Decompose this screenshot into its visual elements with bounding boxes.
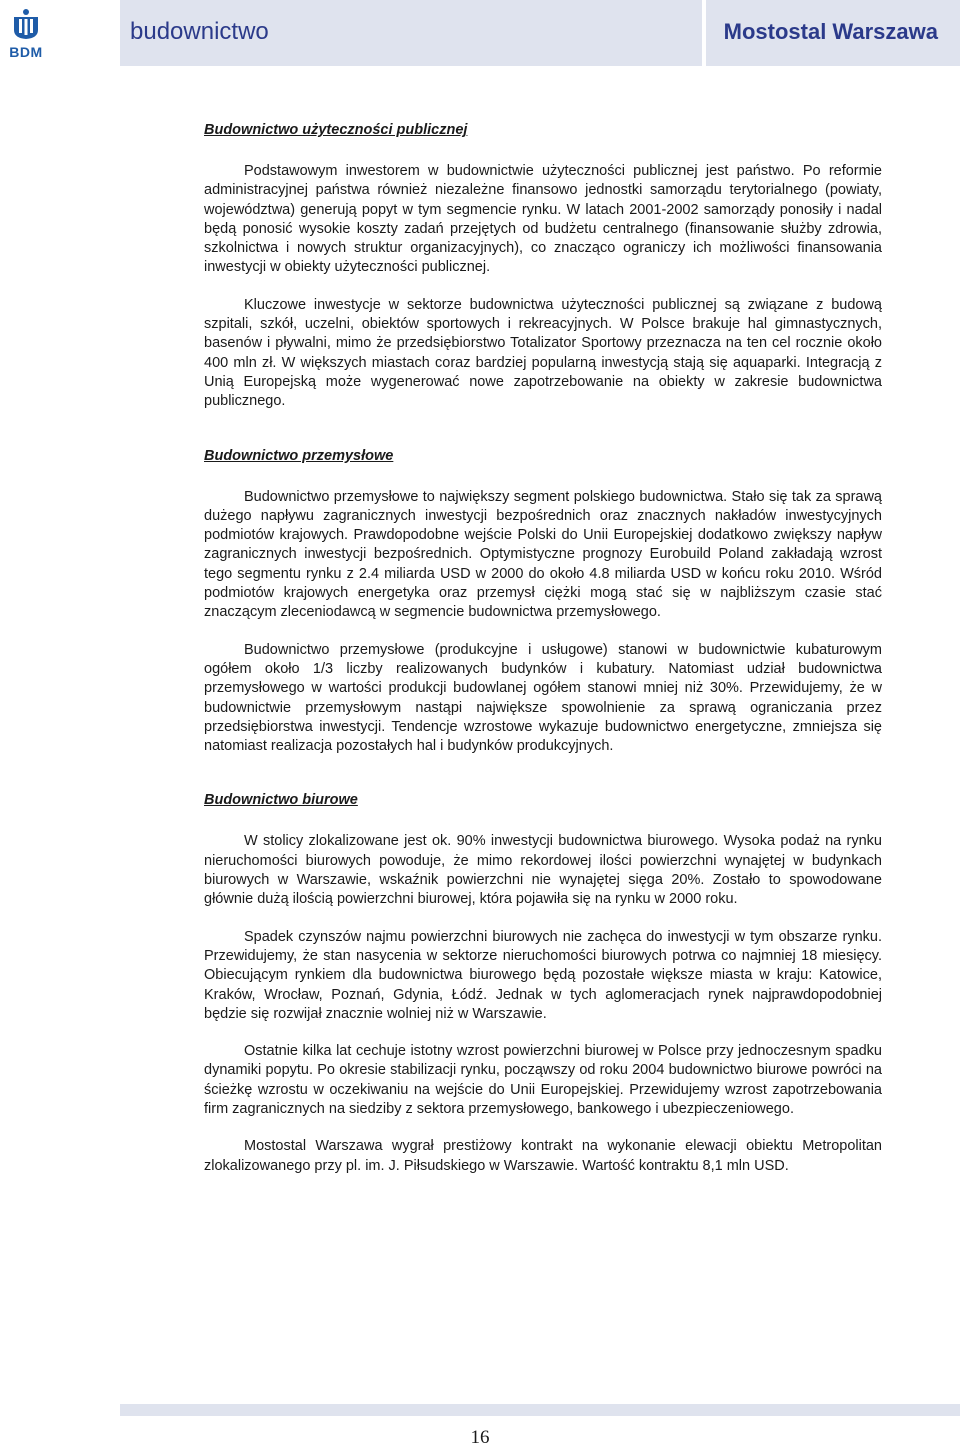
paragraph: W stolicy zlokalizowane jest ok. 90% inwestycji budownictwa biurowego. Wysoka podaż na rynku nieruchomości biurowych powoduje, że mimo rekordowej ilości powierzchni wynajętej w budynkach biurowych w Warszawie, wskaźnik powierzchni nie wynajętej sięga 20%. Zostało to spowodowane głównie dużą ilością powierzchni biurowej, która pojawiła się na rynku w 2000 roku. (204, 833, 882, 908)
paragraph: Budownictwo przemysłowe to największy segment polskiego budownictwa. Stało się tak za sprawą dużego napływu zagranicznych inwestycji bezpośrednich oraz znacznych nakładów inwestycyjnych podmiotów krajowych. Prawdopodobne wejście Polski do Unii Europejskiej dodatkowo zwiększy napływ zagranicznych inwestycji bezpośrednich. Optymistyczne prognozy Eurobuild Poland zakładają wzrost tego segmentu rynku z 2.4 miliarda USD w 2000 do około 4.8 miliarda USD w końcu roku 2010. Wśród podmiotów krajowych energetyka oraz przemysł ciężki mogą stać się w najbliższym czasie stać znaczącym zleceniodawcą w segmencie budownictwa przemysłowego. (204, 488, 882, 621)
logo-text: BDM (9, 44, 43, 60)
paragraph: Podstawowym inwestorem w budownictwie użyteczności publicznej jest państwo. Po reformie administracyjnej państwa również niezależne finansowo jednostki samorządu terytorialnego (powiaty, województwa) generują popyt w tym segmencie rynku. W latach 2001-2002 samorządy ponosiły i nadal będą ponosić wysokie koszty zadań przejętych od budżetu centralnego (finansowanie służby zdrowia, szkolnictwa i nowych struktur organizacyjnych), co znacząco ograniczy ich możliwości finansowania inwestycji w obiekty użyteczności publicznej. (204, 163, 882, 276)
section-heading-industrial: Budownictwo przemysłowe (204, 447, 394, 464)
paragraph: Budownictwo przemysłowe (produkcyjne i usługowe) stanowi w budownictwie kubaturowym ogółem około 1/3 liczby realizowanych budynków i kubatury. Natomiast udział budownictwa przemysłowego w wartości produkcji budowlanej ogółem stanowi mniej niż 30%. Przewidujemy, że w budownictwie przemysłowym nastąpi największe spowolnienie za sprawą ograniczania przez przedsiębiorstwa inwestycji. Tendencje wzrostowe wykazuje budownictwo energetyczne, zmniejsza się natomiast realizacja pozostałych hal i budynków produkcyjnych. (204, 641, 882, 755)
paragraph: Kluczowe inwestycje w sektorze budownictwa użyteczności publicznej są związane z budową szpitali, szkół, uczelni, obiektów sportowych i rekreacyjnych. W Polsce brakuje hal gimnastycznych, basenów i pływalni, mimo że przedsiębiorstwo Totalizator Sportowy przeznacza na ten cel rocznie około 400 mln zł. W większych miastach coraz bardziej popularną inwestycją stają się aquaparki. Integracją z Unią Europejską może wygenerować nowe zapotrzebowanie na obiekty w zakresie budownictwa publicznego. (204, 296, 882, 410)
bdm-logo (6, 6, 46, 74)
paragraph: Mostostal Warszawa wygrał prestiżowy kontrakt na wykonanie elewacji obiektu Metropolitan zlokalizowanego przy pl. im. J. Piłsudskiego w Warszawie. Wartość kontraktu 8,1 mln USD. (204, 1138, 882, 1174)
header-company-name: Mostostal Warszawa (723, 19, 938, 44)
header-right-band (706, 0, 960, 66)
header-left-band (120, 0, 702, 66)
paragraph: Spadek czynszów najmu powierzchni biurowych nie zachęca do inwestycji w tym obszarze rynku. Przewidujemy, że stan nasycenia w sektorze nieruchomości biurowych potrwa co najmniej 18 miesięcy. Obiecującym rynkiem dla budownictwa biurowego będą pozostałe większe miasta w kraju: Katowice, Kraków, Wrocław, Poznań, Gdynia, Łódź. Jednak w tych aglomeracjach rynek najprawdopodobniej będzie się rozwijał znacznie wolniej niż w Warszawie. (204, 928, 882, 1022)
paragraph: Ostatnie kilka lat cechuje istotny wzrost powierzchni biurowej w Polsce przy jednoczesnym spadku dynamiki popytu. Po okresie stabilizacji rynku, począwszy od roku 2004 budownictwo biurowe powróci na ścieżkę wzrostu w oczekiwaniu na wejście do Unii Europejskiej. Przewidujemy wzrost zapotrzebowania firm zagranicznych na siedziby z sektora przemysłowego, bankowego i ubezpieczeniowego. (204, 1043, 882, 1117)
page-number: 16 (470, 1427, 490, 1448)
section-heading-office: Budownictwo biurowe (204, 792, 358, 809)
bdm-logo-icon (12, 8, 40, 40)
document-body (204, 122, 882, 1176)
section-heading-public: Budownictwo użyteczności publicznej (204, 122, 468, 138)
footer-band (120, 1404, 960, 1416)
header-section-title: budownictwo (130, 18, 269, 45)
